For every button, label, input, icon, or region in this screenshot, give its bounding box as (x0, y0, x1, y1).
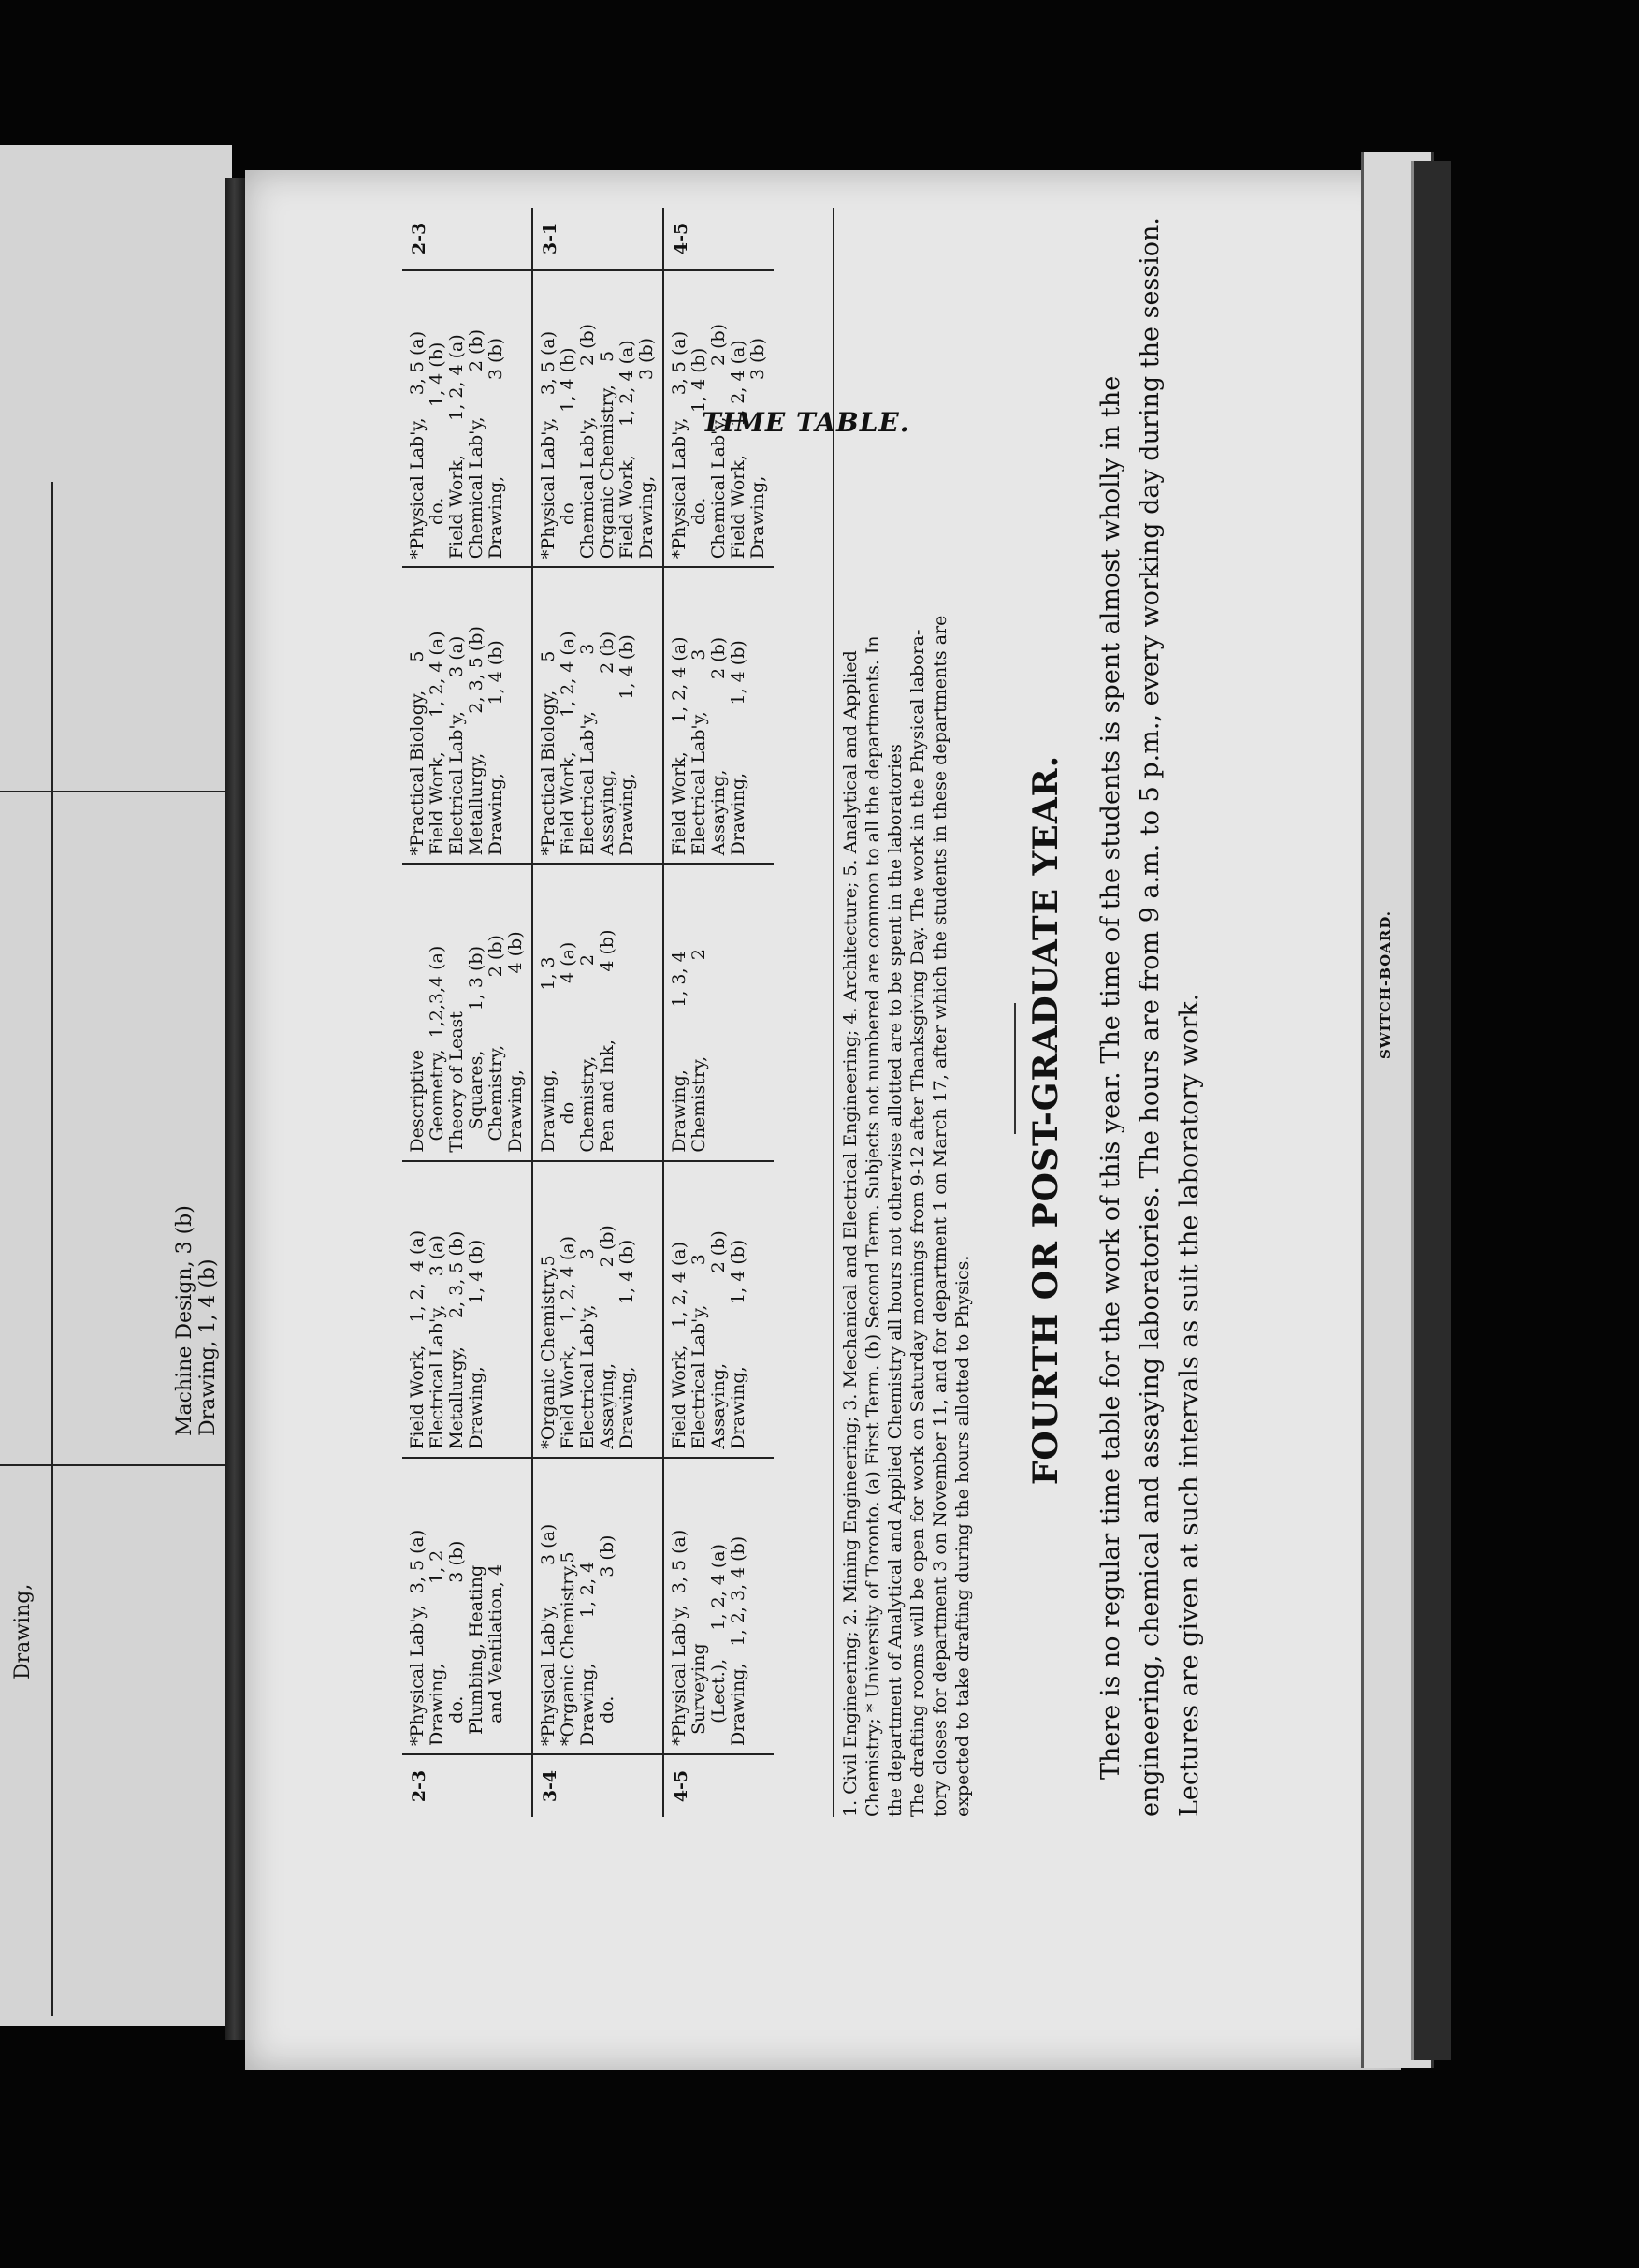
left-page (0, 145, 232, 2026)
table-row (533, 208, 664, 1817)
left-fragment-2: Machine Design, 3 (b) (173, 1205, 196, 1436)
footnote-line: Chemistry; * University of Toronto. (a) First Term. (b) Second Term. Subjects not numbered are common to all the departments. In (863, 635, 883, 1817)
left-rule-h (0, 791, 232, 792)
table-cell: Field Work, 1, 2, 4 (a) Electrical Lab'y, 3 Assaying, 2 (b) Drawing, 1, 4 (b) (664, 1162, 774, 1459)
table-cell: Field Work, 1, 2, 4 (a) Electrical Lab'y, 3 Assaying, 2 (b) Drawing, 1, 4 (b) (664, 568, 774, 865)
hour-label: 3-4 (540, 1769, 560, 1803)
left-rule (51, 482, 53, 2016)
section-rule (1014, 1003, 1016, 1134)
footnote-line: The drafting rooms will be open for work on Saturday mornings from 9-12 after Thanksgiving Day. The work in the Physical labora- (907, 629, 928, 1817)
table-row (402, 208, 533, 1817)
page-stamp: SWITCH-BOARD. (1377, 909, 1394, 1059)
body-paragraph: There is no regular time table for the work of this year. The time of the students is spent almost wholly in the engineering, chemical and assaying laboratories. The hours are from 9 a.m. to 5 p.m., every working day during the session. Lectures are given at such intervals as suit the laboratory work. (1096, 217, 1204, 1817)
left-fragment-3: Drawing, 1, 4 (b) (196, 1258, 220, 1436)
footnote-line: 1. Civil Engineering; 2. Mining Engineering; 3. Mechanical and Electrical Engineering; 4. Architecture; 5. Analytical and Applied (840, 650, 861, 1817)
table-cell: Drawing, 1, 3, 4 Chemistry, 2 (664, 865, 774, 1161)
hour-label-end: 3-1 (533, 208, 662, 271)
table-cell: *Practical Biology, 5 Field Work, 1, 2, 4 (a) Electrical Lab'y, 3 (a) Metallurgy, 2, 3, 5 (b) Drawing, 1, 4 (b) (402, 568, 531, 865)
footnote-line: tory closes for department 3 on November 11, and for department 1 on March 17, after which the students in these departments are (930, 615, 950, 1817)
table-cell: Drawing, 1, 3 do 4 (a) Chemistry, 2 Pen and Ink, 4 (b) (533, 865, 662, 1161)
hour-label: 4-5 (671, 1769, 691, 1803)
table-cell: Descriptive Geometry, 1,2,3,4 (a) Theory of Least Squares, 1, 3 (b) Chemistry, 2 (b) Drawing, 4 (b) (402, 865, 531, 1161)
section-heading: FOURTH OR POST-GRADUATE YEAR. (1026, 754, 1066, 1486)
left-fragment-1: Drawing, (11, 1583, 35, 1679)
table-cell: Field Work, 1, 2, 4 (a) Electrical Lab'y, 3 (a) Metallurgy, 2, 3, 5 (b) Drawing, 1, 4 (b) (402, 1162, 531, 1459)
hour-label: 2-3 (409, 1769, 429, 1803)
hour-label-end: 2-3 (402, 208, 531, 271)
hour-label-end: 4-5 (664, 208, 774, 271)
table-cell: *Physical Lab'y, 3, 5 (a) do 1, 4 (b) Chemical Lab'y, 2 (b) Organic Chemistry, 5 Field Work, 1, 2, 4 (a) Drawing, 3 (b) (533, 271, 662, 568)
table-cell: *Physical Lab'y, 3, 5 (a) Drawing, 1, 2 do. 3 (b) Plumbing, Heating and Ventilation, 4 (402, 1459, 531, 1755)
table-cell: *Organic Chemistry,5 Field Work, 1, 2, 4 (a) Electrical Lab'y, 3 Assaying, 2 (b) Drawing, 1, 4 (b) (533, 1162, 662, 1459)
table-cell: *Practical Biology, 5 Field Work, 1, 2, 4 (a) Electrical Lab'y, 3 Assaying, 2 (b) Drawing, 1, 4 (b) (533, 568, 662, 865)
running-title: TIME TABLE. (702, 407, 910, 438)
table-cell: *Physical Lab'y, 3, 5 (a) Surveying (Lect.), 1, 2, 4 (a) Drawing, 1, 2, 3, 4 (b) (664, 1459, 774, 1755)
table-cell: *Physical Lab'y, 3, 5 (a) do. 1, 4 (b) Field Work, 1, 2, 4 (a) Chemical Lab'y, 2 (b) Drawing, 3 (b) (402, 271, 531, 568)
page-content (245, 170, 1401, 2070)
table-cell: *Physical Lab'y, 3, 5 (a) do. 1, 4 (b) Chemical Lab'y, 2 (b) Field Work, 1, 2, 4 (a) Drawing, 3 (b) (664, 271, 774, 568)
table-row (664, 208, 774, 1817)
left-rule-h2 (0, 1464, 232, 1466)
table-cell: *Physical Lab'y, 3 (a) *Organic Chemistry,5 Drawing, 1, 2, 4 do. 3 (b) (533, 1459, 662, 1755)
footnote-line: the department of Analytical and Applied Chemistry all hours not otherwise allotted are to be spent in the laboratories (885, 744, 906, 1817)
time-table (402, 208, 774, 1817)
footnotes (833, 208, 975, 1817)
cover-edge (1411, 161, 1451, 2060)
footnote-line: expected to take drafting during the hours allotted to Physics. (952, 1255, 973, 1817)
